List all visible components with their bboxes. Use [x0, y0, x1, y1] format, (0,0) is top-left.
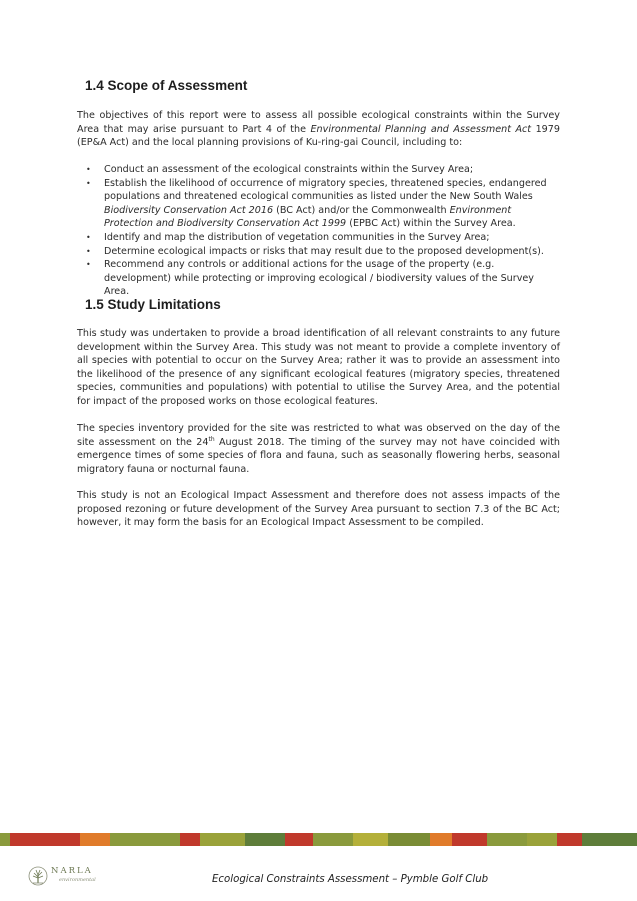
tree-icon — [28, 866, 48, 886]
list-item: • Identify and map the distribution of vegetation communities in the Survey Area; — [86, 231, 490, 243]
footer-document-title: Ecological Constraints Assessment – Pymble Golf Club — [212, 874, 489, 885]
stripe-segment — [313, 833, 353, 846]
stripe-segment — [388, 833, 430, 846]
stripe-segment — [10, 833, 80, 846]
stripe-segment — [200, 833, 245, 846]
stripe-segment — [582, 833, 637, 846]
list-item: • Conduct an assessment of the ecological constraints within the Survey Area; — [86, 164, 474, 175]
stripe-segment — [487, 833, 527, 846]
logo-subtitle: environmental — [59, 877, 96, 883]
list-item: • Determine ecological impacts or risks that may result due to the proposed development(s). — [86, 245, 544, 257]
bullet-icon: • — [86, 260, 91, 270]
stripe-segment — [110, 833, 180, 846]
stripe-segment — [430, 833, 452, 846]
stripe-segment — [452, 833, 487, 846]
logo-name: NARLA — [51, 866, 93, 876]
section-heading-limitations: 1.5 Study Limitations — [85, 297, 221, 312]
limitations-paragraph-1: This study was undertaken to provide a broad identification of all relevant constraints to any future development within the Survey Area. This study was not meant to provide a complete inventory of all species with potential to occur on the Survey Area; rather it was to provide an assessment into the likelihood of the presence of any significant ecological features (migratory species, threatened species, communities and populations) with potential to utilise the Survey Area, and the potential for impact of the proposed works on those ecological features. — [77, 328, 560, 407]
stripe-segment — [80, 833, 110, 846]
stripe-segment — [180, 833, 200, 846]
bullet-icon: • — [86, 246, 91, 256]
footer-logo — [28, 866, 96, 886]
stripe-segment — [0, 833, 10, 846]
footer-color-stripe — [0, 833, 637, 846]
bullet-icon: • — [86, 232, 91, 242]
stripe-segment — [527, 833, 557, 846]
scope-intro-paragraph: The objectives of this report were to assess all possible ecological constraints within the Survey Area that may arise pursuant to Part 4 of the Environmental Planning and Assessment Act 1979 (EP&A Act) and the local planning provisions of Ku-ring-gai Council, including to: — [77, 110, 560, 149]
scope-objectives-list — [77, 163, 562, 299]
bullet-icon: • — [86, 178, 91, 188]
stripe-segment — [285, 833, 313, 846]
stripe-segment — [245, 833, 285, 846]
limitations-paragraph-2: The species inventory provided for the site was restricted to what was observed on the day of the site assessment on the 24th August 2018. The timing of the survey may not have coincided with emergence times of some species of flora and fauna, such as seasonally flowering herbs, seasonal migratory fauna or nocturnal fauna. — [77, 423, 560, 475]
limitations-paragraph-3: This study is not an Ecological Impact Assessment and therefore does not assess impacts of the proposed rezoning or future development of the Survey Area pursuant to section 7.3 of the BC Act; however, it may form the basis for an Ecological Impact Assessment to be compiled. — [77, 490, 560, 529]
stripe-segment — [557, 833, 582, 846]
list-item: • Establish the likelihood of occurrence of migratory species, threatened species, endangered populations and threatened ecological communities as listed under the New South Wales Biodiversity Conservation Act 2016 (BC Act) and/or the Commonwealth Environment Protection and Biodiversity Conservation Act 1999 (EPBC Act) within the Survey Area. — [86, 177, 547, 230]
bullet-icon: • — [86, 165, 91, 174]
stripe-segment — [353, 833, 388, 846]
section-heading-scope: 1.4 Scope of Assessment — [85, 78, 248, 93]
list-item: • Recommend any controls or additional actions for the usage of the property (e.g. development) while protecting or improving ecological / biodiversity values of the Survey Area. — [86, 259, 534, 298]
